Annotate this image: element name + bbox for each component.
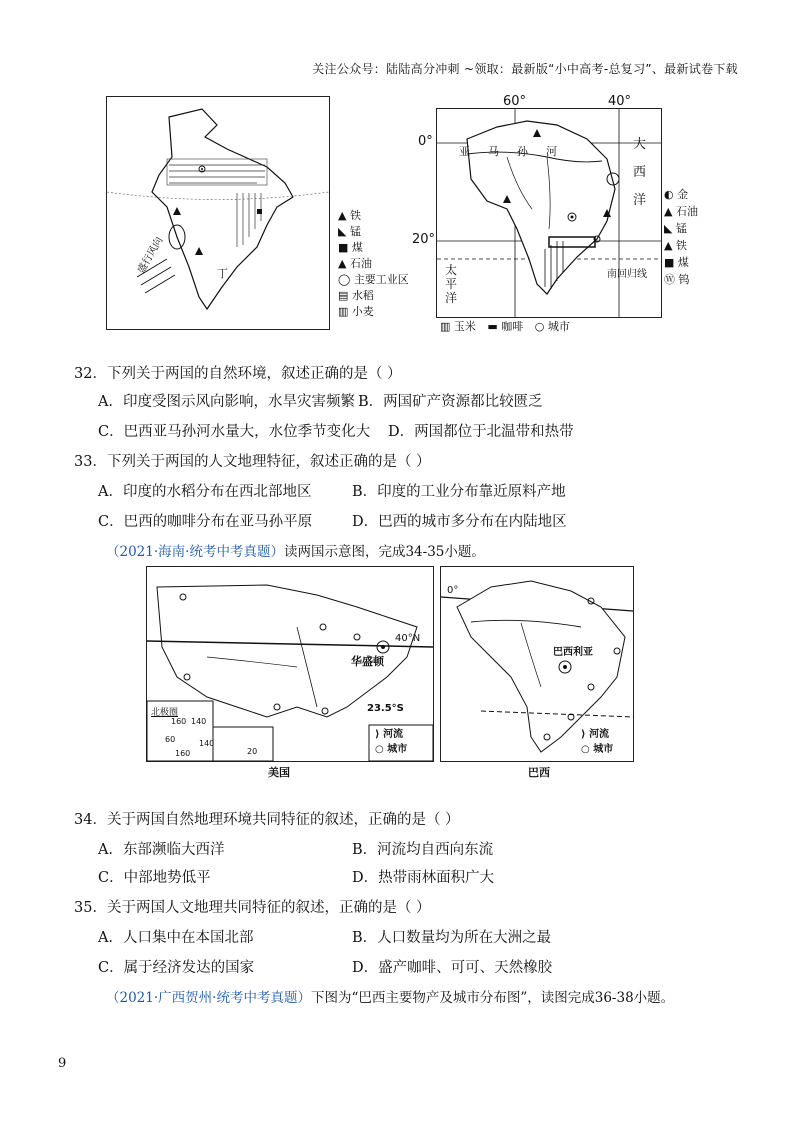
arctic-circle-label: 北极圈 (151, 708, 179, 718)
q34-option-d: D．热带雨林面积广大 (352, 870, 495, 886)
page-header: 关注公众号：陆陆高分冲刺 ~领取：最新版“小中高考-总复习”、最新试卷下载 (312, 62, 738, 76)
q33-option-a: A．印度的水稻分布在西北部地区 (98, 484, 312, 500)
pacific-label: 太平洋 (445, 263, 458, 305)
page-number: 9 (58, 1056, 67, 1071)
legend-industrial: 主要工业区 (353, 273, 409, 286)
legend-oil-2: 石油 (675, 205, 698, 218)
brazil-map-1-drawing (437, 109, 661, 317)
source-2-tag: （2021·广西贺州·统考中考真题） (106, 990, 311, 1006)
washington-label: 华盛顿 (351, 655, 384, 668)
brazil-map-1 (436, 108, 662, 318)
alaska-num-1: 160 (171, 717, 187, 726)
city-ding-label: 丁 (217, 267, 228, 280)
legend-iron: 铁 (349, 209, 361, 222)
q35-option-a: A．人口集中在本国北部 (98, 930, 254, 946)
question-33: 33．下列关于两国的人文地理特征，叙述正确的是（ ） (74, 454, 431, 470)
legend-manganese-2: 锰 (675, 222, 687, 235)
q32-option-b: B．两国矿产资源都比较匮乏 (358, 394, 543, 410)
usa-caption: 美国 (268, 766, 290, 779)
legend-city: 城市 (547, 320, 570, 333)
legend-iron-2: 铁 (675, 239, 687, 252)
lon-60-label: 60° (503, 94, 527, 109)
legend-coal-2: 煤 (677, 256, 689, 269)
legend-manganese: 锰 (349, 225, 361, 238)
alaska-num-2: 140 (191, 717, 207, 726)
alaska-num-3: 60 (165, 735, 176, 744)
india-map-drawing (107, 97, 329, 329)
brazil2-tropic-label: 23.5°S (367, 703, 404, 714)
brazil2-lat0-label: 0° (447, 585, 459, 596)
alaska-num-4: 140 (199, 739, 215, 748)
legend-oil: 石油 (349, 257, 372, 270)
legend-wheat: 小麦 (351, 305, 374, 318)
q32-option-d: D．两国都位于北温带和热带 (388, 424, 574, 440)
q35-option-d: D．盛产咖啡、可可、天然橡胶 (352, 960, 553, 976)
lon-40-label: 40° (608, 94, 632, 109)
q34-option-a: A．东部濒临大西洋 (98, 842, 225, 858)
brazil2-legend: ⟩ 河流 ○ 城市 (581, 729, 614, 755)
atlantic-label: 大西洋 (633, 137, 647, 208)
lat-20-label: 20° (412, 232, 436, 247)
usa-legend-river: 河流 (383, 729, 404, 740)
source-line-1 (106, 540, 485, 560)
q32-option-a: A．印度受图示风向影响，水旱灾害频繁 (98, 394, 355, 410)
q34-option-c: C．中部地势低平 (98, 870, 211, 886)
source-1-tag: （2021·海南·统考中考真题） (106, 544, 284, 560)
alaska-num-5: 160 (175, 749, 191, 758)
usa-map (146, 566, 434, 762)
hawaii-num: 20 (247, 747, 258, 756)
q32-option-c: C．巴西亚马孙河水量大，水位季节变化大 (98, 424, 371, 440)
usa-legend-city: 城市 (387, 744, 408, 755)
legend-tungsten: 钨 (678, 273, 690, 286)
legend-gold: 金 (677, 188, 689, 201)
question-35: 35．关于两国人文地理共同特征的叙述，正确的是（ ） (74, 900, 431, 916)
legend-coffee: 咖啡 (501, 320, 524, 333)
lat-0-label: 0° (418, 134, 433, 149)
source-1-text: 读两国示意图，完成34-35小题。 (283, 544, 485, 560)
usa-lat-label: 40°N (395, 633, 421, 644)
brazil2-legend-city: 城市 (593, 744, 614, 755)
tropic-label: 南回归线 (607, 269, 647, 280)
brasilia-label: 巴西利亚 (553, 647, 593, 658)
brazil2-caption: 巴西 (528, 766, 550, 779)
river-label: 亚马孙河 (459, 145, 575, 158)
india-legend-box: ▲ 铁 ◣ 锰 ■ 煤 ▲ 石油 ◯ 主要工业区 ▤ 水稻 ▥ 小麦 (338, 209, 409, 318)
source-2-text: 下图为“巴西主要物产及城市分布图”，读图完成36-38小题。 (310, 990, 675, 1006)
usa-legend: ⟩ 河流 ○ 城市 (375, 729, 408, 755)
brazil-legend-bottom: ▥ 玉米 ▬ 咖啡 ○ 城市 (440, 320, 570, 333)
q35-option-b: B．人口数量均为所在大洲之最 (352, 930, 552, 946)
question-32: 32．下列关于两国的自然环境，叙述正确的是（ ） (74, 366, 402, 382)
q33-option-d: D．巴西的城市多分布在内陆地区 (352, 514, 567, 530)
q35-option-c: C．属于经济发达的国家 (98, 960, 255, 976)
q33-option-b: B．印度的工业分布靠近原料产地 (352, 484, 566, 500)
wind-label: 盛行风向 (135, 235, 166, 276)
india-map (106, 96, 330, 330)
legend-coal: 煤 (351, 241, 363, 254)
q34-option-b: B．河流均自西向东流 (352, 842, 494, 858)
legend-corn: 玉米 (453, 320, 476, 333)
question-34: 34．关于两国自然地理环境共同特征的叙述，正确的是（ ） (74, 812, 460, 828)
brazil-legend-right: ◐ 金 ▲ 石油 ◣ 锰 ▲ 铁 ■ 煤 Ⓦ 钨 (664, 188, 698, 286)
source-line-2 (106, 986, 674, 1006)
legend-rice: 水稻 (351, 289, 374, 302)
q33-option-c: C．巴西的咖啡分布在亚马孙平原 (98, 514, 313, 530)
brazil2-legend-river: 河流 (589, 729, 610, 740)
